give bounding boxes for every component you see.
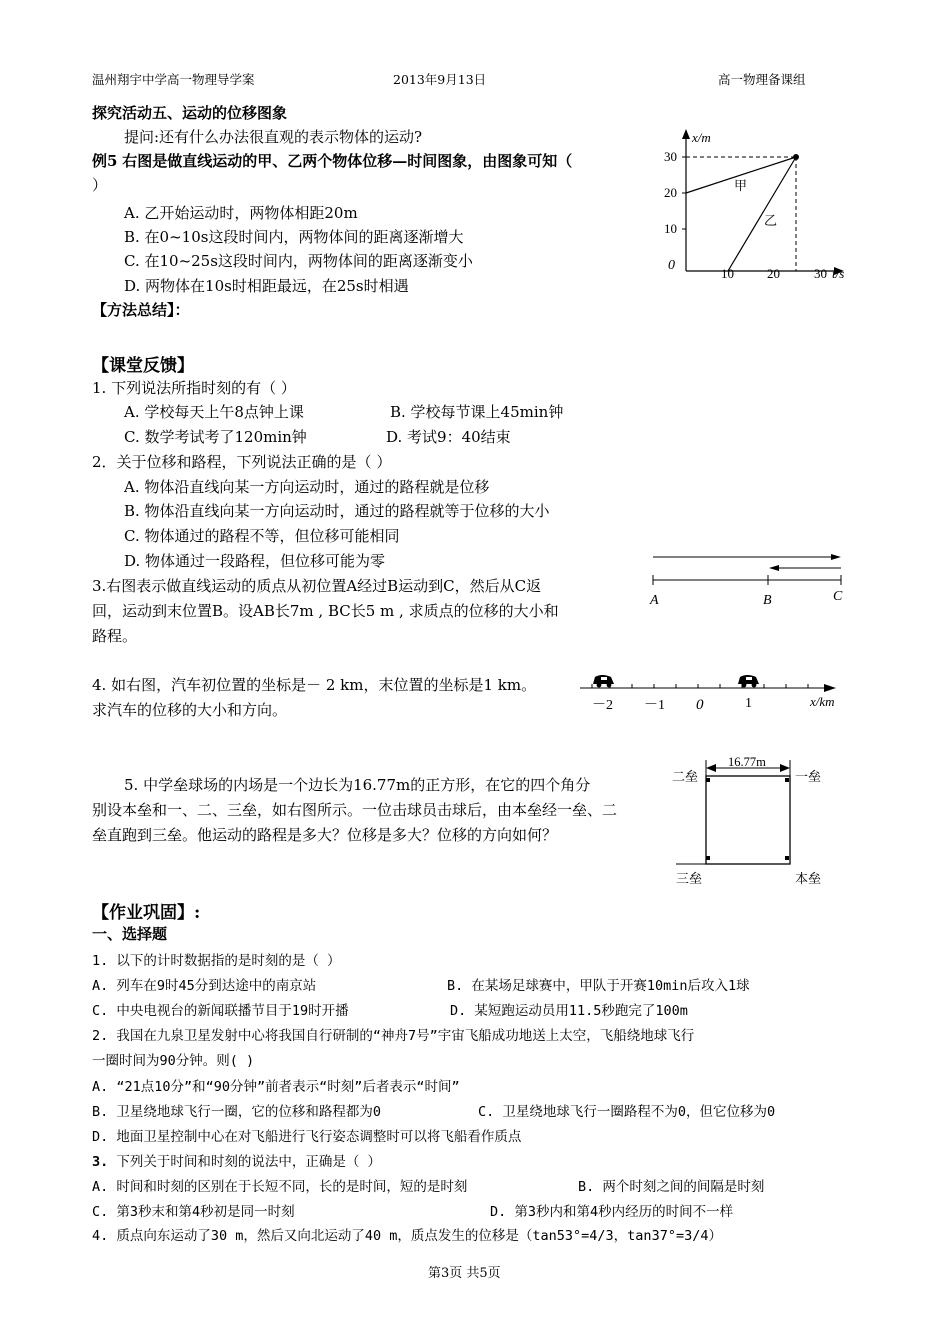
example5-option-b: B. 在0~10s这段时间内，两物体间的距离逐渐增大 (124, 228, 464, 246)
feedback-q3-line2: 回，运动到末位置B。设AB长7m , BC长5 m , 求质点的位移的大小和 (92, 602, 559, 620)
hw-q4-stem: 4. 质点向东运动了30 m，然后又向北运动了40 m，质点发生的位移是（tan53°=4/3，tan37°=3/4） (92, 1228, 722, 1244)
feedback-q2-option-d: D. 物体通过一段路程，但位移可能为零 (124, 552, 386, 570)
hw-q3-option-b: B. 两个时刻之间的间隔是时刻 (578, 1179, 765, 1195)
feedback-q3-line1: 3.右图表示做直线运动的质点从初位置A经过B运动到C，然后从C返 (92, 577, 542, 595)
example5-option-c: C. 在10~25s这段时间内，两物体间的距离逐渐变小 (124, 252, 473, 270)
hw-q1-stem: 1. 以下的计时数据指的是时刻的是（ ） (92, 953, 341, 969)
hw-q2-stem-2: 一圈时间为90分钟。则( ) (92, 1053, 255, 1069)
homework-title: 【作业巩固】: (92, 903, 201, 923)
graph-y-tick-10: 10 (664, 221, 677, 236)
q3-abc-figure (645, 545, 855, 615)
graph-line-yi: 乙 (764, 213, 778, 228)
hw-q2-stem-1: 2. 我国在九泉卫星发射中心将我国自行研制的“神舟7号”宇宙飞船成功地送上太空，飞船绕地球飞行 (92, 1028, 695, 1044)
graph-y-label: x/m (692, 130, 711, 145)
q4-label-1: 1 (745, 696, 752, 711)
hw-q1-option-d: D. 某短跑运动员用11.5秒跑完了100m (450, 1003, 688, 1019)
graph-y-tick-20: 20 (664, 185, 677, 200)
hw-q3-stem-line (92, 1150, 381, 1170)
q5-side-length: 16.77m (728, 755, 766, 769)
q5-third-base: 三垒 (676, 871, 703, 886)
activity5-title: 探究活动五、运动的位移图象 (92, 104, 288, 122)
q5-second-base: 二垒 (672, 769, 699, 784)
hw-q3-option-c: C. 第3秒末和第4秒初是同一时刻 (92, 1204, 295, 1220)
hw-q3-stem: 下列关于时间和时刻的说法中，正确是（ ） (116, 1154, 382, 1170)
hw-q1-option-c: C. 中央电视台的新闻联播节目于19时开播 (92, 1003, 349, 1019)
graph-x-label: t/s (832, 266, 845, 281)
graph-x-tick-30: 30 (814, 266, 827, 281)
hw-q3-option-d: D. 第3秒内和第4秒内经历的时间不一样 (490, 1204, 734, 1220)
feedback-q1-stem: 1. 下列说法所指时刻的有（ ） (92, 379, 296, 397)
graph-line-jia: 甲 (734, 178, 748, 193)
hw-q2-option-c: C. 卫星绕地球飞行一圈路程不为0，但它位移为0 (478, 1104, 776, 1120)
q3-point-a: A (650, 593, 659, 608)
graph-y-tick-30: 30 (664, 149, 677, 164)
q4-car-axis (578, 668, 848, 718)
feedback-q1-option-b: B. 学校每节课上45min钟 (390, 403, 564, 421)
example5-option-a: A. 乙开始运动时，两物体相距20m (124, 204, 358, 222)
graph-x-tick-10: 10 (721, 266, 734, 281)
q5-first-base: 一垒 (795, 769, 822, 784)
example5-line (92, 149, 572, 173)
hw-q1-option-b: B. 在某场足球赛中，甲队于开赛10min后攻入1球 (447, 978, 750, 994)
hw-q3-number: 3. (92, 1154, 109, 1170)
hw-q2-option-b: B. 卫星绕地球飞行一圈，它的位移和路程都为0 (92, 1104, 382, 1120)
example5-text: 右图是做直线运动的甲、乙两个物体位移—时间图象，由图象可知（ (122, 152, 573, 170)
feedback-q4-line1: 4. 如右图，汽车初位置的坐标是－ 2 km，末位置的坐标是1 km。 (92, 676, 537, 694)
q3-point-c: C (833, 589, 843, 604)
method-summary: 【方法总结】： (92, 301, 190, 319)
header-group: 高一物理备课组 (718, 72, 806, 87)
page-footer: 第3页 共5页 (428, 1266, 501, 1281)
feedback-q2-option-a: A. 物体沿直线向某一方向运动时，通过的路程就是位移 (124, 478, 490, 496)
q5-baseball-diamond (668, 748, 843, 890)
q5-home-plate: 本垒 (795, 871, 822, 886)
feedback-q5-line3: 垒直跑到三垒。他运动的路程是多大？位移是多大？位移的方向如何？ (92, 826, 558, 844)
graph-origin: 0 (668, 258, 675, 273)
activity5-prompt: 提问:还有什么办法很直观的表示物体的运动? (124, 128, 423, 146)
feedback-q2-option-c: C. 物体通过的路程不等，但位移可能相同 (124, 527, 400, 545)
hw-q3-option-a: A. 时间和时刻的区别在于长短不同，长的是时间，短的是时刻 (92, 1179, 468, 1195)
hw-q2-option-d: D. 地面卫星控制中心在对飞船进行飞行姿态调整时可以将飞船看作质点 (92, 1129, 522, 1145)
q3-point-b: B (763, 593, 772, 608)
hw-q1-option-a: A. 列车在9时45分到达途中的南京站 (92, 978, 317, 994)
example5-option-d: D. 两物体在10s时相距最远，在25s时相遇 (124, 277, 409, 295)
feedback-q5-line2: 别设本垒和一、二、三垒，如右图所示。一位击球员击球后，由本垒经一垒、二 (92, 801, 618, 819)
feedback-q1-option-d: D. 考试9：40结束 (386, 428, 511, 446)
feedback-q1-option-c: C. 数学考试考了120min钟 (124, 428, 307, 446)
q4-label-0: 0 (696, 697, 704, 713)
graph-x-tick-20: 20 (767, 266, 780, 281)
header-date: 2013年9月13日 (393, 72, 487, 87)
feedback-q2-stem: 2．关于位移和路程，下列说法正确的是（ ） (92, 453, 392, 471)
example5-paren: ） (92, 176, 108, 194)
feedback-q1-option-a: A. 学校每天上午8点钟上课 (124, 403, 304, 421)
header-school: 温州翔宇中学高一物理导学案 (92, 72, 255, 87)
q4-label-neg1: －1 (644, 698, 665, 713)
feedback-title: 【课堂反馈】 (92, 356, 194, 376)
feedback-q2-option-b: B. 物体沿直线向某一方向运动时，通过的路程就等于位移的大小 (124, 502, 550, 520)
car-end-icon (738, 675, 759, 687)
q4-axis-label: x/km (810, 694, 835, 709)
feedback-q4-line2: 求汽车的位移的大小和方向。 (92, 701, 288, 719)
car-start-icon (593, 675, 614, 687)
xt-graph (660, 125, 860, 285)
feedback-q5-line1: 5. 中学垒球场的内场是一个边长为16.77m的正方形，在它的四个角分 (124, 776, 591, 794)
q4-label-neg2: －2 (592, 698, 613, 713)
example5-label: 例5 (92, 152, 118, 170)
feedback-q3-line3: 路程。 (92, 627, 138, 645)
hw-q2-option-a: A. “21点10分”和“90分钟”前者表示“时刻”后者表示“时间” (92, 1079, 460, 1095)
homework-section: 一、选择题 (92, 925, 168, 943)
